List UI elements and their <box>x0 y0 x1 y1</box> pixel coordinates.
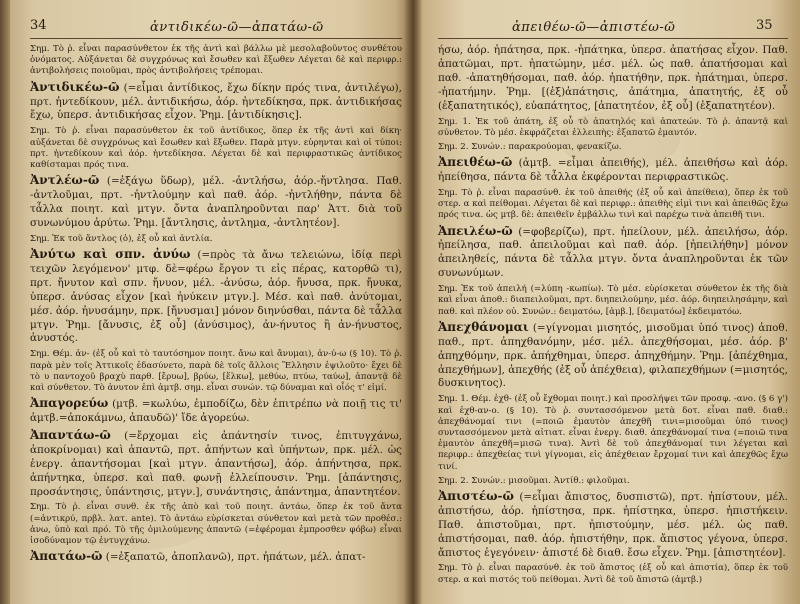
dictionary-note <box>438 394 788 472</box>
dictionary-entry <box>30 81 402 124</box>
dictionary-entry <box>30 397 402 426</box>
dictionary-entry <box>30 174 402 231</box>
dictionary-note <box>438 284 788 318</box>
entry-text: (=εἶμαι ἀντίδικος, ἔχω δίκην πρός τινα, ἀντιλέγω), πρτ. ἠντεδίκουν, μέλ. ἀντιδικήσω, ἀόρ. ἠντεδίκησα, πρκ. ἀντιδικήσας ἔχω, ὑπερσ. ἀντιδικήσας εἶχον. Ῥημ. [ἀντιδίκησις]. <box>30 81 402 122</box>
entry-headword: Ἀπατάω-ῶ <box>30 549 103 564</box>
note-text: Σημ. Ἐκ τοῦ ἀπειλή (=λύπη -κωπίω). Τὸ μέσ. εὑρίσκεται σύνθετον ἐκ τῆς διὰ καὶ εἶναι ἀποθ.: διαπειλοῦμαι, πρτ. διηπειλούμην, μέσ. ἀόρ. διηπειλησάμην, καὶ παθ. καὶ πλέον οὐ. Συνών.: δειματόω, [ἀμβ.], [δειματόω] ἐκδειματόω. <box>438 284 788 317</box>
entry-headword: Ἀντλέω-ῶ <box>30 173 100 188</box>
note-text: Σημ. Ἐκ τοῦ ἄντλος (ὁ), ἐξ οὗ καὶ ἀντλία. <box>30 233 213 244</box>
right-page <box>412 0 800 604</box>
note-text: Σημ. Τὸ ῥ. εἶναι παρασύνθ. ἐκ τοῦ ἄπιστος (ἐξ οὗ καὶ ἀπιστία), ὅπερ ἐκ τοῦ στερ. α καὶ πιστός τοῦ πείθομαι. Ἀντὶ δὲ τοῦ ἄπιστῶ (ἀμτβ.) <box>438 563 788 585</box>
note-text: Σημ. Τὸ ῥ. εἶναι παρασύνθετον ἐκ τοῦ ἀντίδικος, ὅπερ ἐκ τῆς ἀντὶ καὶ δίκη· αὐξάνεται δὲ συγχρόνως καὶ ἔσωθεν καὶ ἔξωθεν. Παρὰ μτγν. εὑρηνται καὶ οἱ τύποι: πρτ. ἠντεδίκουν καὶ ἀόρ. ἠντεδίκησα. Λέγεται δὲ καὶ περιφραστικῶς ἀντίδικος καθίσταμαι πρός τινα. <box>30 126 402 170</box>
dictionary-note <box>438 476 788 487</box>
dictionary-note <box>30 502 402 547</box>
dictionary-entry <box>438 225 788 282</box>
entry-text: (=ἐξάγω ὕδωρ), μέλ. -ἀντλήσω, ἀόρ.-ἤντλησα. Παθ. -ἀντλοῦμαι, πρτ. -ἠντλούμην καὶ παθ. ἀόρ. -ἠντλήθην, πάντα δὲ τἆλλα ποιητ. καὶ μτγν. ὄντα ἀναπληροῦνται παρ' Ἀττ. διὰ τοῦ συνωνύμου ἀρύτω. Ῥημ. [ἄντλησις, ἀντλημα, -ἀντλητέον]. <box>30 175 402 229</box>
note-text: Σημ. Θέμ. ἀν- (ἐξ οὗ καὶ τὸ ταυτόσημον ποιητ. ἄνω καὶ ἄνυμαι), ἀν-ύ-ω (§ 10). Τὸ ῥ. παρὰ μὲν τοῖς Ἀττικοῖς ἐδασύνετο, παρὰ δὲ τοῖς ἄλλοις Ἕλλησιν ἐψιλοῦτο· ἔχει δὲ τὸ υ παντοχοῦ βραχὺ παρθ. [ἔρυω], βρύω, [ἕλκω], μεθύω, πτύω, ταύω], ἀπαντᾷ δὲ καὶ σύνθετον. Τὸ ἀνυτον ἐπὶ ἀμτβ. σημ. εἶναι συνών. τῷ δύναμαι καὶ οἷός τ' εἰμί. <box>30 349 402 393</box>
dictionary-note <box>30 349 402 394</box>
note-text: Σημ. 1. Θέμ. ἐχθ- (ἐξ οὗ ἔχθομαι ποιητ.) καὶ προσλήψει τῶν προσφ. -ανο. (§ 6 γ') καὶ ἐχθ-αν-ο. (§ 10). Τὸ ῥ. συντασσόμενον μετὰ δοτ. εἶναι παθ. διαθ.: ἀπεχθάνομαί τινι (=ποιῶ ἐμαυτὸν ἀπεχθῆ τινι=μισοῦμαι ὑπό τινος) συντασσόμενον μετὰ αἰτιατ. εἶναι ἐνεργ. διαθ. ἀπεχθάνομαί τινα (=ποιῶ τινα ἐμαυτὸν ἀπεχθῆ=μισῶ τινα). Ἀντὶ δὲ τοῦ ἀπεχθάνομαί τινι λέγεται καὶ περιφρ.: ἀπεχθείας τινὶ γίγνομαι, εἰς ἀπέχθειαν ἔρχομαί τινι καὶ ἀπεχθῶς ἔχω τινί. <box>438 394 788 472</box>
right-page-number: 35 <box>756 18 773 33</box>
entry-headword: Ἀπαντάω-ῶ <box>30 427 111 442</box>
note-text: Σημ. Τὸ ῥ. εἶναι παρασύνθετον ἐκ τῆς ἀντὶ καὶ βάλλω μὲ μεσολαβοῦντος συνθέτου ὀνόματος. Αὐξάνεται δὲ συγχρόνως καὶ ἔσωθεν καὶ ἔξωθεν Λέγεται δὲ καὶ περιφρ.: ἀντιβολήσεις ποιοῦμαι, πρὸς ἀντιβολήσεις τρέπομαι. <box>30 44 402 77</box>
entry-headword: Ἀντιδικέω-ῶ <box>30 79 120 94</box>
dictionary-entry <box>30 248 402 346</box>
entry-headword: Ἀπαγορεύω <box>30 396 109 411</box>
dictionary-note <box>438 563 788 585</box>
entry-text: (ἀμτβ. =εἶμαι ἀπειθής), μέλ. ἀπειθήσω καὶ ἀόρ. ἠπείθησα, πάντα δὲ τἆλλα ἐκφέρονται περιφραστικῶς. <box>438 157 788 184</box>
entry-headword: Ἀνύτω καὶ σπν. ἀνύω <box>30 246 191 261</box>
dictionary-entry <box>438 156 788 185</box>
note-text: Σημ. Τὸ ῥ. εἶναι παρασύνθ. ἐκ τοῦ ἀπειθής (ἐξ οὗ καὶ ἀπείθεια), ὅπερ ἐκ τοῦ στερ. α καὶ πείθομαι. Λέγεται δὲ καὶ περιφρ.: ἀπειθὴς εἰμὶ τινι καὶ ἀπειθῶς ἔχω πρός τινα. ὡς μτβ. δὲ: ἀπειθεῖν ἐμβάλλω τινὶ καὶ παρέχω τινὰ ἀπειθῆ τινι. <box>438 187 788 221</box>
dictionary-note <box>438 117 788 139</box>
entry-text: (=πρὸς τὰ ἄνω τελειώνω, ἰδίᾳ περὶ τειχῶν λεγόμενον' μτφ. δὲ=φέρω ἔργον τι εἰς πέρας, κατορθῶ τι), πρτ. ἤνυτον καὶ σπν. ἤνυον, μέλ. -ἀνύσω, ἀόρ. ἤνυσα, πρκ. ἤνυκα, ὑπερσ. ἀνύσας εἶχον [καὶ ἠνύκειν μτγν.]. Μέσ. καὶ παθ. ἀνύτομαι, μέσ. ἀόρ. ἠνυσάμην, πρκ. [ἤνυσμαι] μόνον διηνύσθαι, πάντα δὲ τἆλλα μτγν. Ῥημ. [ἄνυσις, ἐξ οὗ] (ἀνύσιμος), ἀν-ήνυτος ἢ ἀν-ήνυστος, ἀνυστός. <box>30 248 402 345</box>
entry-headword: Ἀπιστέω-ῶ <box>438 488 514 503</box>
left-running-head: ἀντιδικέω-ῶ—ἀπατάω-ῶ <box>150 20 324 35</box>
note-text: Σημ. 2. Συνών.: παρακρούομαι, φενακίζω. <box>438 141 622 152</box>
dictionary-entry <box>30 550 402 565</box>
dictionary-note <box>438 188 788 222</box>
dictionary-entry <box>438 44 788 114</box>
left-header-rule <box>30 38 402 39</box>
book-cover-edge <box>0 0 10 604</box>
right-header-rule <box>438 38 788 39</box>
left-page-number: 34 <box>30 18 47 33</box>
book-gutter <box>404 0 422 604</box>
dictionary-note <box>438 142 788 153</box>
dictionary-note <box>30 44 402 78</box>
right-page-text <box>438 44 788 589</box>
entry-text: (=εἶμαι ἄπιστος, δυσπιστῶ), πρτ. ἠπίστουν, μέλ. ἀπιστήσω, ἀόρ. ἠπίστησα, πρκ. ἠπίστηκα, ὑπερσ. ἠπιστήκειν. Παθ. ἀπιστοῦμαι, πρτ. ἠπιστούμην, μέσ. μέλ. ὡς παθ. ἀπιστήσομαι, παθ. ἀόρ. ἠπιστήθην, πρκ. ἄπιστος γέγονα, ὑπερσ. ἄπιστος ἐγεγόνειν· ἀπιστέ δὲ διαθ. ἔσω εἶχεν. Ῥημ. [ἀπιστητέον]. <box>438 490 788 559</box>
note-text: Σημ. 2. Συνών.: μισοῦμαι. Ἀντίθ.: φιλοῦμαι. <box>438 475 630 486</box>
entry-text: (μτβ. =κωλύω, ἐμποδίζω, δὲν ἐπιτρέπω νὰ ποιῇ τις τι' ἀμτβ.=ἀποκάμνω, ἀπαυδῶ)' ἴδε ἀγορεύω. <box>30 398 402 425</box>
left-page-text <box>30 44 402 568</box>
dictionary-entry <box>30 429 402 500</box>
dictionary-entry <box>438 490 788 561</box>
entry-headword: Ἀπεχθάνομαι <box>438 319 529 334</box>
entry-text: (=ἐξαπατῶ, ἀποπλανῶ), πρτ. ἠπάτων, μέλ. ἀπατ- <box>105 551 366 564</box>
entry-headword: Ἀπειλέω-ῶ <box>438 223 513 238</box>
right-running-head: ἀπειθέω-ῶ—ἀπιστέω-ῶ <box>512 20 676 35</box>
entry-text: (=γίγνομαι μισητός, μισοῦμαι ὑπό τινος) ἀποθ. παθ., πρτ. ἀπηχθανόμην, μέσ. μέλ. ἀπεχθήσομαι, μέσ. ἀόρ. β' ἀπηχθόμην, πρκ. ἀπήχθημαι, ὑπερσ. ἀπηχθήμην. Ῥημ. [ἀπέχθημα, ἀπεχθήμων], ἀπεχθής (ἐξ οὗ ἀπέχθεια), φιλαπεχθήμων (=μισητός, δυσκινητος). <box>438 321 788 390</box>
entry-headword: Ἀπειθέω-ῶ <box>438 155 513 170</box>
note-text: Σημ. Τὸ ῥ. εἶναι συνθ. ἐκ τῆς ἀπὸ καὶ τοῦ ποιητ. ἀντάω, ὅπερ ἐκ τοῦ ἄντα (=ἀντικρύ, πρβλ. λατ. ante). Τὸ ἀντάω εὑρίσκεται σύνθετον καὶ μετὰ τῶν προθέσ.: ἀνω, ὑπὸ καὶ πρό. Τὸ τῆς ὁμιλούμενης ἀπαντῶ (=ἐφέρομαι ἐμπροσθεν φόβω) εἶναι ἰσοδύναμον τῷ ἐντυγχάνω. <box>30 502 402 547</box>
entry-text: (=φοβερίζω), πρτ. ἠπείλουν, μέλ. ἀπειλήσω, ἀόρ. ἠπείλησα, παθ. ἀπειλοῦμαι καὶ παθ. ἀόρ. [ἠπειλήθην] μόνον ἀπειληθείς, πάντα δὲ τἆλλα μτγν. ὄντα ἀναπληροῦνται ἐκ τῶν συνωνύμων. <box>438 225 788 280</box>
dictionary-note <box>30 126 402 171</box>
dictionary-note <box>30 234 402 245</box>
note-text: Σημ. 1. Ἐκ τοῦ ἀπάτη, ἐξ οὗ τὸ ἀπατηλός καὶ ἀπατεών. Τὸ ῥ. ἀπαντᾷ καὶ σύνθετον. Τὸ μέσ. ἐκφράζεται ἐλλειπὴς: ἐξαπατῶ ἐμαυτόν. <box>438 116 788 138</box>
entry-text: (=ἔρχομαι εἰς ἀπάντησίν τινος, ἐπιτυγχάνω, ἀποκρίνομαι) καὶ ἀπαντῶ, πρτ. ἀπήντων καὶ ὑπήντων, πρκ. μέλ. ὡς ἐνεργ. ἀπαντήσομαι [καὶ μτγν. ἀπαντήσω], ἀόρ. ἀπήντησα, πρκ. ἀπήντηκα, ὑπερσ. καὶ παθ. φωνῇ ἐλλείπουσιν. Ῥημ. [ἀπάντησις, προσάντησις, ὑπάντησις, μτγν.], συνάντησις, ἀπάντημα, ἀπαντητέον. <box>30 429 402 498</box>
entry-text: ήσω, ἀόρ. ἠπάτησα, πρκ. -ἠπάτηκα, ὑπερσ. ἀπατήσας εἶχον. Παθ. ἀπατῶμαι, πρτ. ἠπατώμην, μέσ. μέλ. ὡς παθ. ἀπατήσομαι καὶ παθ. -ἀπατηθήσομαι, παθ. ἀόρ. ἠπατήθην, πρκ. ἠπάτημαι, ὑπερσ. -ἠπατήμην. Ῥημ. [(ἐξ)ἀπάτησις, ἀπάτημα, ἀπατητής, ἐξ οὗ (ἐξαπατητικός), εὐαπάτητος, [ἀπατητέον, ἐξ οὗ] (ἐξαπατητέον). <box>438 44 788 112</box>
dictionary-entry <box>438 321 788 392</box>
